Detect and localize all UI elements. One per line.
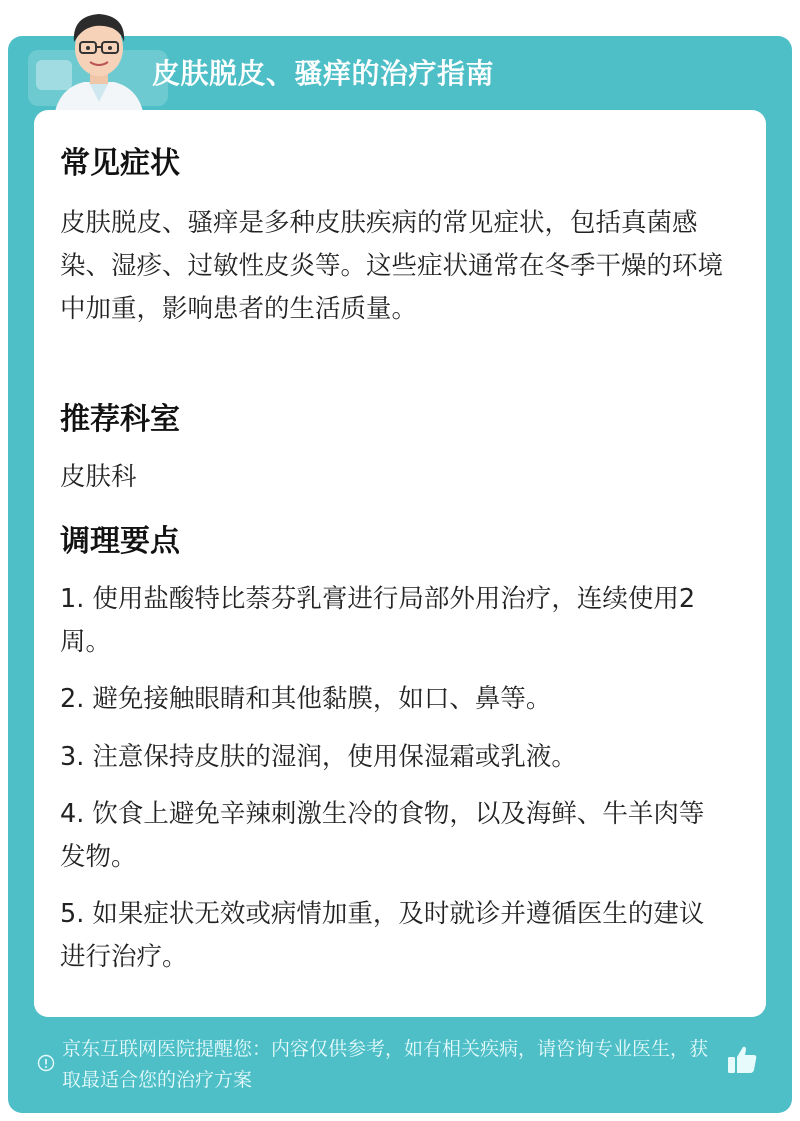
department-text: 皮肤科 — [60, 462, 137, 492]
care-item: 5. 如果症状无效或病情加重，及时就诊并遵循医生的建议进行治疗。 — [60, 899, 705, 972]
care-item: 1. 使用盐酸特比萘芬乳膏进行局部外用治疗，连续使用2周。 — [60, 584, 696, 657]
care-heading: 调理要点 — [60, 524, 180, 559]
care-item: 2. 避免接触眼睛和其他黏膜，如口、鼻等。 — [60, 684, 552, 714]
thumbs-up-icon[interactable] — [724, 1042, 760, 1078]
disclaimer-text: 京东互联网医院提醒您：内容仅供参考，如有相关疾病，请咨询专业医生，获取最适合您的治疗方案 — [62, 1038, 709, 1091]
symptoms-heading: 常见症状 — [60, 146, 180, 181]
symptoms-text: 皮肤脱皮、骚痒是多种皮肤疾病的常见症状，包括真菌感染、湿疹、过敏性皮炎等。这些症状通常在冬季干燥的环境中加重，影响患者的生活质量。 — [60, 208, 724, 324]
care-item: 4. 饮食上避免辛辣刺激生冷的食物，以及海鲜、牛羊肉等发物。 — [60, 799, 705, 872]
department-heading: 推荐科室 — [60, 402, 180, 437]
page-title: 皮肤脱皮、骚痒的治疗指南 — [152, 57, 495, 90]
care-item: 3. 注意保持皮肤的湿润，使用保湿霜或乳液。 — [60, 742, 577, 772]
doctor-avatar-icon — [44, 6, 154, 116]
info-icon — [37, 1054, 55, 1072]
